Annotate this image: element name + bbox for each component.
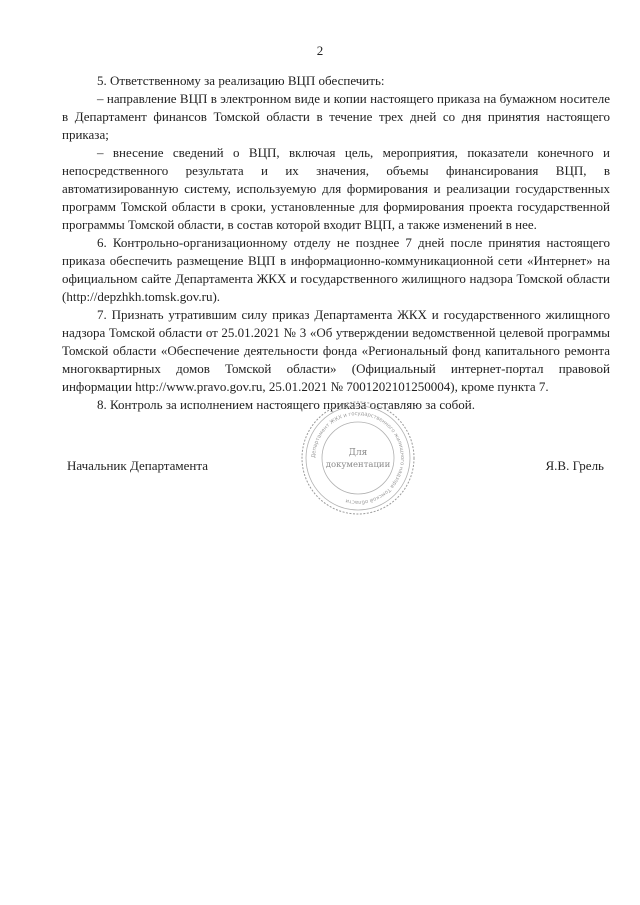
paragraph-5: 5. Ответственному за реализацию ВЦП обеспечить: <box>97 73 385 88</box>
paragraph-6: 6. Контрольно-организационному отделу не позднее 7 дней после принятия настоящего приказа обеспечить размещение ВЦП в информационно-коммуникационной сети «Интернет» на официальном сайте Департамента ЖКХ и государственного жилищного надзора Томской области (http://depzhkh.tomsk.gov.ru). <box>62 235 610 304</box>
official-stamp <box>300 400 416 516</box>
signatory-name: Я.В. Грель <box>545 458 604 473</box>
stamp-center-line-1: Для <box>348 448 368 458</box>
document-body <box>62 72 610 414</box>
paragraph-5-item-1: – направление ВЦП в электронном виде и копии настоящего приказа на бумажном носителе в Департамент финансов Томской области в течение трех дней со дня принятия настоящего приказа; <box>62 91 610 142</box>
paragraph-8: 8. Контроль за исполнением настоящего приказа оставляю за собой. <box>97 397 475 412</box>
paragraph-7: 7. Признать утратившим силу приказ Департамента ЖКХ и государственного жилищного надзора Томской области от 25.01.2021 № 3 «Об утверждении ведомственной целевой программы Томской области «Обеспечение деятельности фонда «Региональный фонд капитального ремонта многоквартирных домов Томской области» (Официальный интернет-портал правовой информации http://www.pravo.gov.ru, 25.01.2021 № 7001202101250004), кроме пункта 7. <box>62 307 610 394</box>
paragraph-5-item-2: – внесение сведений о ВЦП, включая цель, мероприятия, показатели конечного и непосредственного результата и их значения, объемы финансирования ВЦП, в автоматизированную систему, используемую для формирования и реализации государственных программ Томской области в сроки, установленные для формирования проекта государственной программы Томской области, в состав которой входит ВЦП, а также изменений в нее. <box>62 145 610 232</box>
stamp-center-line-2: документации <box>325 460 391 470</box>
stamp-ring-text: Департамент ЖКХ и государственного жилищного надзора Томской области <box>310 410 406 506</box>
page-number: 2 <box>316 43 324 58</box>
signatory-title: Начальник Департамента <box>67 458 208 473</box>
